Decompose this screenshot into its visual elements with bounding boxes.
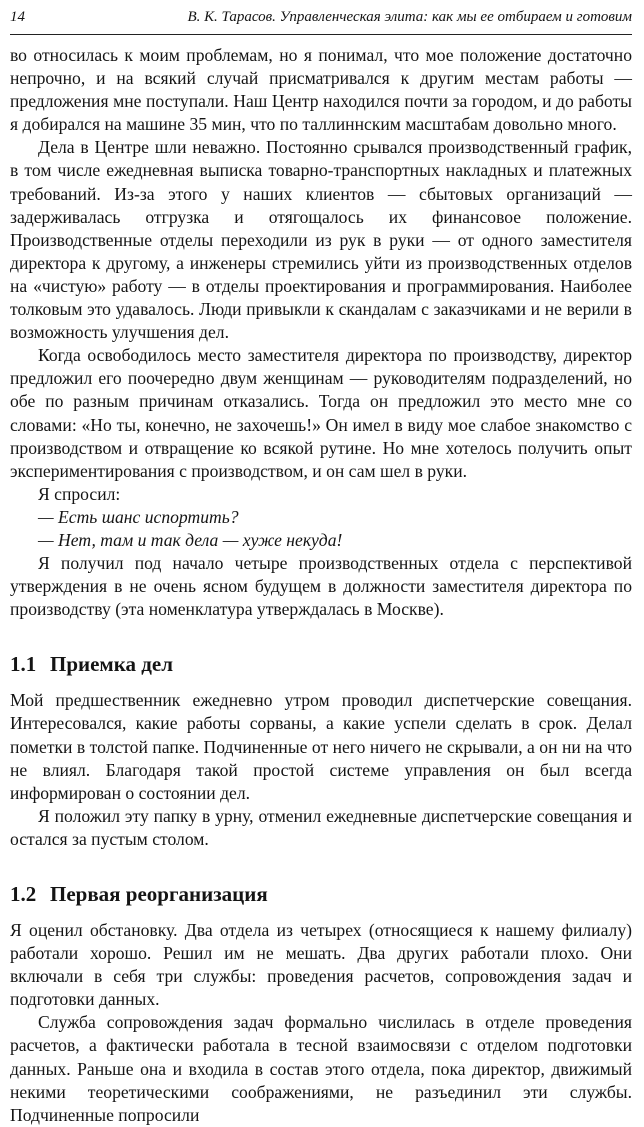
section-heading — [10, 651, 632, 677]
paragraph: Я оценил обстановку. Два отдела из четырех (относящиеся к нашему филиалу) работали хорошо. Решил им не мешать. Два других работали плохо. Они включали в себя три службы: проведения расчетов, сопровождения задач и подготовки данных. — [10, 920, 632, 1010]
section-heading — [10, 881, 632, 907]
page-header — [10, 4, 632, 35]
paragraph: Дела в Центре шли неважно. Постоянно срывался производственный график, в том числе ежедневная выписка товарно-транспортных накладных и платежных требований. Из-за этого у наших клиентов — сбытовых организаций — задерживалась отгрузка и отягощалось их финансовое положение. Производственные отделы переходили из рук в руки — от одного заместителя директора к другому, а инженеры стремились уйти из производственных отделов на «чистую» работу — в отделы проектирования и программирования. Наиболее толковым это удавалось. Люди привыкли к скандалам с заказчиками и не верили в возможность улучшения дел. — [10, 137, 632, 343]
paragraph: Я спросил: — [38, 483, 121, 504]
section-number: 1.2 — [10, 882, 37, 906]
running-title: В. К. Тарасов. Управленческая элита: как мы ее отбираем и готовим — [187, 9, 632, 25]
dialogue-line: — Нет, там и так дела — хуже некуда! — [38, 529, 343, 550]
paragraph: во относилась к моим проблемам, но я понимал, что мое положение достаточно непрочно, и на всякий случай присматривался к другим местам работы — предложения мне поступали. Наш Центр находился почти за городом, и до работы я добирался на машине 35 мин, что по таллиннским масштабам довольно много. — [10, 45, 632, 135]
paragraph: Мой предшественник ежедневно утром проводил диспетчерские совещания. Интересовался, какие работы сорваны, а какие успели сделать в срок. Делал пометки в толстой папке. Подчиненные от него ничего не скрывали, а он ни на что не влиял. Благодаря такой простой системе управления он был всегда информирован о состоянии дел. — [10, 690, 632, 803]
section-number: 1.1 — [10, 652, 37, 677]
paragraph: Я положил эту папку в урну, отменил ежедневные диспетчерские совещания и остался за пустым столом. — [10, 805, 632, 849]
paragraph: Служба сопровождения задач формально числилась в отделе проведения расчетов, а фактически работала в тесной взаимосвязи с отделом подготовки данных. Раньше она и входила в состав этого отдела, пока директор, движимый некими теоретическими соображениями, не разъединил эти службы. Подчиненные попросили — [10, 1012, 632, 1125]
page-number: 14 — [10, 9, 25, 25]
page-body — [10, 44, 632, 1127]
dialogue-line: — Есть шанс испортить? — [38, 506, 239, 527]
paragraph: Я получил под начало четыре производственных отдела с перспективой утверждения в не очень ясном будущем в должности заместителя директора по производству (эта номенклатура утверждалась в Москве). — [10, 553, 632, 620]
section-title: Приемка дел — [50, 652, 173, 677]
section-title: Первая реорганизация — [50, 882, 268, 906]
paragraph: Когда освободилось место заместителя директора по производству, директор предложил его поочередно двум женщинам — руководителям подразделений, но обе по разным причинам отказались. Тогда он предложил это место мне со словами: «Но ты, конечно, не захочешь!» Он имел в виду мое слабое знакомство с производством и отвращение ко всякой рутине. Но мне хотелось получить опыт экспериментирования с производством, и он сам шел в руки. — [10, 345, 632, 481]
